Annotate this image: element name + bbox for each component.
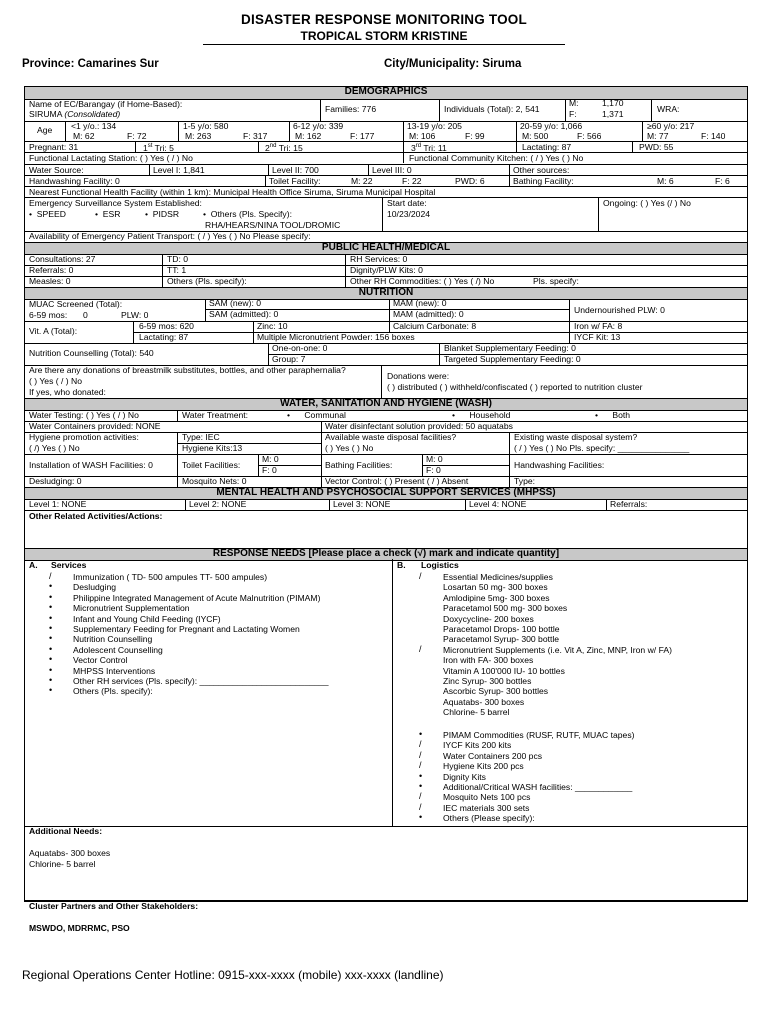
water-source-label: Water Source: — [29, 165, 84, 175]
counselling-one-on-one: One-on-one: 0 — [272, 343, 328, 353]
referrals: Referrals: 0 — [29, 265, 74, 275]
list-item: Paracetamol 500 mg- 300 boxes — [443, 603, 568, 614]
list-item: Vector Control — [73, 655, 128, 666]
document-subtitle: TROPICAL STORM KRISTINE — [300, 29, 468, 43]
list-item: Micronutrient Supplementation — [73, 603, 190, 614]
province-label: Province: Camarines Sur — [22, 58, 159, 70]
list-item: Chlorine- 5 barrel — [443, 707, 510, 718]
services-title: Services — [51, 560, 87, 570]
wash-bathing-female: F: 0 — [426, 465, 441, 475]
bullet-icon: • — [49, 675, 53, 685]
partners-title: Cluster Partners and Other Stakeholders: — [29, 901, 199, 911]
hygiene-promotion: Hygiene promotion activities: — [29, 432, 139, 442]
iycf-kit: IYCF Kit: 13 — [574, 332, 621, 342]
surveillance-pidsr: • PIDSR — [145, 209, 180, 219]
age-6-12: 6-12 y/o: 339 — [293, 121, 344, 131]
muac-screened: MUAC Screened (Total): — [29, 299, 123, 309]
list-item: MHPSS Interventions — [73, 665, 156, 676]
waste-existing-answer: ( / ) Yes ( ) No Pls. specify: _______________ — [514, 443, 690, 453]
toilet-male: M: 22 — [351, 176, 373, 186]
waste-existing: Existing waste disposal system? — [514, 432, 638, 442]
mam-new: MAM (new): 0 — [393, 298, 447, 308]
age-lt1-male: M: 62 — [73, 131, 95, 141]
wash-bathing-male: M: 0 — [426, 454, 443, 464]
bullet-icon: • — [49, 633, 53, 644]
bullet-icon: • — [49, 591, 53, 602]
list-item: Aquatabs- 300 boxes — [443, 696, 525, 707]
individuals-male-label: M: — [569, 98, 579, 108]
age-lt1: <1 y/o.: 134 — [71, 121, 117, 131]
water-treatment: Water Treatment: — [182, 410, 249, 420]
list-item: Paracetamol Syrup- 300 bottle — [443, 634, 560, 645]
mam-admitted: MAM (admitted): 0 — [393, 309, 464, 319]
trimester-2: 2nd Tri: 15 — [265, 142, 303, 153]
mhpss-level-4: Level 4: NONE — [469, 499, 527, 509]
bullet-icon: • — [49, 612, 53, 623]
list-item: Water Containers 200 pcs — [443, 750, 543, 761]
wash-installation: Installation of WASH Facilities: 0 — [29, 460, 153, 470]
mhpss-level-1: Level 1: NONE — [29, 499, 87, 509]
list-item: Zinc Syrup- 300 bottles — [443, 676, 532, 686]
emergency-transport: Availability of Emergency Patient Transport: ( / ) Yes ( ) No Please specify: — [29, 231, 311, 241]
dignity-kits: Dignity/PLW Kits: 0 — [350, 265, 423, 275]
nutrition-counselling: Nutrition Counselling (Total): 540 — [29, 348, 154, 358]
bullet-icon: • — [419, 781, 423, 791]
iron-with-fa: Iron w/ FA: 8 — [574, 321, 623, 331]
water-containers: Water Containers provided: NONE — [29, 421, 161, 431]
vector-type: Type: — [514, 476, 536, 486]
list-item: Hygiene Kits 200 pcs — [443, 761, 524, 772]
list-item: Amlodipine 5mg- 300 boxes — [443, 592, 550, 603]
bathing-male: M: 6 — [657, 176, 674, 186]
mhpss-level-2: Level 2: NONE — [189, 499, 247, 509]
list-item: Infant and Young Child Feeding (IYCF) — [73, 613, 221, 624]
mosquito-nets: Mosquito Nets: 0 — [182, 476, 247, 486]
section-nutrition: NUTRITION — [25, 287, 747, 300]
surveillance-label: Emergency Surveillance System Established: — [29, 198, 202, 208]
ongoing-status: Ongoing: ( ) Yes (/ ) No — [603, 198, 691, 208]
pwd-count: PWD: 55 — [639, 142, 674, 152]
treatment-communal: • Communal — [287, 410, 346, 420]
surveillance-others: • Others (Pls. Specify): — [203, 209, 292, 219]
bullet-icon: • — [419, 770, 423, 781]
rh-specify: Pls. specify: — [533, 276, 579, 286]
desludging: Desludging: 0 — [29, 476, 82, 486]
rh-services: RH Services: 0 — [350, 254, 408, 264]
vitamin-a-lactating: Lactating: 87 — [139, 332, 189, 342]
water-disinfectant: Water disinfectant solution provided: 50 aquatabs — [325, 421, 513, 431]
check-mark: / — [419, 571, 422, 581]
treatment-both: • Both — [595, 410, 631, 420]
check-mark: / — [419, 749, 422, 760]
bullet-icon: • — [419, 812, 423, 823]
age-60-plus: ≥60 y/o: 217 — [647, 121, 695, 131]
water-level-3: Level III: 0 — [372, 165, 412, 175]
surveillance-speed: • SPEED — [29, 209, 66, 219]
list-item: Micronutrient Supplements (i.e. Vit A, Zinc, MNP, Iron w/ FA) — [443, 644, 672, 655]
lactating-station: Functional Lactating Station: ( ) Yes ( / ) No — [29, 153, 193, 163]
trimester-3: 3rd Tri: 11 — [411, 142, 447, 153]
td-count: TD: 0 — [167, 254, 189, 264]
ec-label: Name of EC/Barangay (if Home-Based): — [29, 99, 183, 109]
individuals-female-value: 1,371 — [602, 109, 624, 119]
list-item: Desludging — [73, 582, 116, 593]
list-item: Additional/Critical WASH facilities: ____________ — [443, 782, 633, 792]
age-1-5-male: M: 263 — [185, 131, 212, 141]
sam-new: SAM (new): 0 — [209, 298, 262, 308]
check-mark: / — [419, 801, 422, 812]
lactating-count: Lactating: 87 — [522, 142, 572, 152]
individuals-male-value: 1,170 — [602, 98, 624, 108]
blanket-feeding: Blanket Supplementary Feeding: 0 — [444, 343, 576, 353]
list-item: Others (Pls. specify): — [73, 686, 153, 697]
additional-need-1: Aquatabs- 300 boxes — [29, 848, 111, 858]
list-item: Paracetamol Drops- 100 bottle — [443, 624, 560, 634]
bathing-female: F: 6 — [715, 176, 730, 186]
list-item: PIMAM Commodities (RUSF, RUTF, MUAC tapes) — [443, 730, 635, 740]
age-20-59: 20-59 y/o: 1,066 — [520, 121, 583, 131]
undernourished-plw: Undernourished PLW: 0 — [574, 305, 665, 315]
wash-toilet-male: M: 0 — [262, 454, 279, 464]
toilet-facility-label: Toilet Facility: — [269, 176, 321, 186]
other-water-sources: Other sources: — [513, 165, 570, 175]
age-lt1-female: F: 72 — [127, 131, 147, 141]
micronutrient-powder: Multiple Micronutrient Powder: 156 boxes — [257, 332, 415, 342]
section-wash: WATER, SANITATION AND HYGIENE (WASH) — [25, 398, 747, 411]
list-item: Losartan 50 mg- 300 boxes — [443, 582, 548, 593]
age-6-12-male: M: 162 — [295, 131, 322, 141]
muac-6-59-value: 0 — [83, 310, 88, 320]
wash-bathing-label: Bathing Facilities: — [325, 460, 393, 470]
sam-admitted: SAM (admitted): 0 — [209, 309, 279, 319]
surveillance-esr: • ESR — [95, 209, 121, 219]
waste-available-answer: ( ) Yes ( ) No — [325, 443, 374, 453]
other-activities-label: Other Related Activities/Actions: — [29, 511, 163, 521]
vitamin-a-6-59: 6-59 mos: 620 — [139, 321, 194, 331]
list-item: Ascorbic Syrup- 300 bottles — [443, 686, 549, 697]
bullet-icon: • — [49, 643, 53, 654]
bullet-icon: • — [49, 623, 53, 633]
individuals-female-label: F: — [569, 109, 577, 119]
trimester-1: 1st Tri: 5 — [143, 142, 174, 153]
vitamin-a-total: Vit. A (Total): — [29, 326, 78, 336]
services-number: A. — [29, 560, 38, 570]
section-mhpss: MENTAL HEALTH AND PSYCHOSOCIAL SUPPORT SERVICES (MHPSS) — [25, 487, 747, 500]
age-13-19-female: F: 99 — [465, 131, 485, 141]
health-others: Others (Pls. specify): — [167, 276, 247, 286]
age-label: Age — [37, 125, 53, 135]
hygiene-kits: Hygiene Kits:13 — [182, 443, 243, 453]
water-testing: Water Testing: ( ) Yes ( / ) No — [29, 410, 139, 420]
individuals-total: Individuals (Total): 2, 541 — [444, 104, 540, 114]
tt-count: TT: 1 — [167, 265, 187, 275]
targeted-feeding: Targeted Supplementary Feeding: 0 — [444, 354, 581, 364]
list-item: Vitamin A 100'000 IU- 10 bottles — [443, 665, 565, 676]
treatment-household: • Household — [452, 410, 511, 420]
donation-question: Are there any donations of breastmilk substitutes, bottles, and other paraphernalia? — [29, 365, 346, 375]
age-20-59-male: M: 500 — [522, 131, 549, 141]
donation-answer: ( ) Yes ( / ) No — [29, 376, 83, 386]
check-mark: / — [419, 739, 422, 750]
surveillance-others-value: RHA/HEARS/NINA TOOL/DROMIC — [205, 220, 341, 230]
mhpss-level-3: Level 3: NONE — [333, 499, 391, 509]
list-item: Mosquito Nets 100 pcs — [443, 792, 531, 803]
age-1-5-female: F: 317 — [243, 131, 268, 141]
list-item: Others (Please specify): — [443, 813, 535, 824]
handwashing-facility: Handwashing Facility: 0 — [29, 176, 120, 186]
donation-options: ( ) distributed ( ) withheld/confiscated ( ) reported to nutrition cluster — [387, 382, 643, 392]
wash-handwashing: Handwashing Facilities: — [514, 460, 605, 470]
hygiene-promotion-answer: ( /) Yes ( ) No — [29, 443, 80, 453]
additional-needs-title: Additional Needs: — [29, 826, 103, 836]
toilet-female: F: 22 — [402, 176, 422, 186]
check-mark: / — [419, 760, 422, 771]
section-public-health: PUBLIC HEALTH/MEDICAL — [25, 242, 747, 255]
waste-available: Available waste disposal facilities? — [325, 432, 457, 442]
wash-toilet-female: F: 0 — [262, 465, 277, 475]
community-kitchen: Functional Community Kitchen: ( / ) Yes ( ) No — [409, 153, 584, 163]
donations-were: Donations were: — [387, 371, 450, 381]
bullet-icon: • — [419, 729, 423, 739]
bullet-icon: • — [49, 664, 53, 675]
families-count: Families: 776 — [325, 104, 377, 114]
age-13-19: 13-19 y/o: 205 — [407, 121, 462, 131]
age-20-59-female: F: 566 — [577, 131, 602, 141]
list-item: IEC materials 300 sets — [443, 802, 530, 813]
muac-6-59-label: 6-59 mos: — [29, 310, 68, 320]
bullet-icon: • — [49, 685, 53, 696]
water-level-1: Level I: 1,841 — [153, 165, 205, 175]
age-1-5: 1-5 y/o: 580 — [183, 121, 229, 131]
age-60-plus-female: F: 140 — [701, 131, 726, 141]
list-item: Nutrition Counselling — [73, 634, 153, 645]
list-item: Essential Medicines/supplies — [443, 572, 553, 582]
list-item: Philippine Integrated Management of Acute Malnutrition (PIMAM) — [73, 592, 321, 603]
check-mark: / — [419, 643, 422, 654]
age-13-19-male: M: 106 — [409, 131, 436, 141]
logistics-title: Logistics — [421, 560, 459, 570]
list-item: Dignity Kits — [443, 771, 486, 782]
start-date-label: Start date: — [387, 198, 427, 208]
document-title: DISASTER RESPONSE MONITORING TOOL — [241, 12, 527, 27]
calcium-carbonate: Calcium Carbonate: 8 — [393, 321, 477, 331]
age-6-12-female: F: 177 — [350, 131, 375, 141]
additional-need-2: Chlorine- 5 barrel — [29, 859, 96, 869]
wra-label: WRA: — [657, 104, 680, 114]
list-item: Adolescent Counselling — [73, 644, 163, 655]
logistics-number: B. — [397, 560, 406, 570]
mhpss-referrals: Referrals: — [610, 499, 648, 509]
vector-control: Vector Control: ( ) Present ( / ) Absent — [325, 476, 469, 486]
start-date-value: 10/23/2024 — [387, 209, 431, 219]
list-item: Supplementary Feeding for Pregnant and Lactating Women — [73, 624, 300, 634]
list-item: IYCF Kits 200 kits — [443, 740, 512, 751]
title-underline — [203, 44, 565, 45]
city-label: City/Municipality: Siruma — [384, 58, 522, 70]
bullet-icon: • — [49, 581, 53, 592]
nearest-health-facility: Nearest Functional Health Facility (within 1 km): Municipal Health Office Siruma, Siruma Municipal Hospital — [29, 187, 436, 197]
zinc-count: Zinc: 10 — [257, 321, 288, 331]
measles: Measles: 0 — [29, 276, 71, 286]
section-demographics: DEMOGRAPHICS — [25, 86, 747, 100]
donation-who: If yes, who donated: — [29, 387, 106, 397]
wash-toilet-label: Toilet Facilities: — [182, 460, 241, 470]
list-item: Immunization ( TD- 500 ampules TT- 500 ampules) — [73, 572, 268, 582]
section-response-needs: RESPONSE NEEDS [Please place a check (√) mark and indicate quantity] — [25, 548, 747, 561]
counselling-group: Group: 7 — [272, 354, 306, 364]
check-mark: / — [419, 791, 422, 802]
partners-list: MSWDO, MDRRMC, PSO — [29, 923, 130, 933]
ec-value: SIRUMA (Consolidated) — [29, 109, 121, 119]
monitoring-form — [24, 86, 748, 933]
bathing-facility-label: Bathing Facility: — [513, 176, 574, 186]
bullet-icon: • — [49, 602, 53, 613]
pregnant-count: Pregnant: 31 — [29, 142, 79, 152]
list-item: Other RH services (Pls. specify): ___________________________ — [73, 676, 329, 686]
bullet-icon: • — [49, 654, 53, 665]
hotline-footer: Regional Operations Center Hotline: 0915-xxx-xxxx (mobile) xxx-xxxx (landline) — [22, 968, 444, 982]
age-60-plus-male: M: 77 — [647, 131, 669, 141]
hygiene-type: Type: IEC — [182, 432, 220, 442]
list-item: Doxycycline- 200 boxes — [443, 613, 534, 624]
list-item: Iron with FA- 300 boxes — [443, 655, 534, 666]
other-rh-commodities: Other RH Commodities: ( ) Yes ( /) No — [350, 276, 495, 286]
toilet-pwd: PWD: 6 — [455, 176, 485, 186]
muac-plw: PLW: 0 — [121, 310, 149, 320]
consultations: Consultations: 27 — [29, 254, 96, 264]
water-level-2: Level II: 700 — [272, 165, 319, 175]
check-mark: / — [49, 571, 52, 581]
